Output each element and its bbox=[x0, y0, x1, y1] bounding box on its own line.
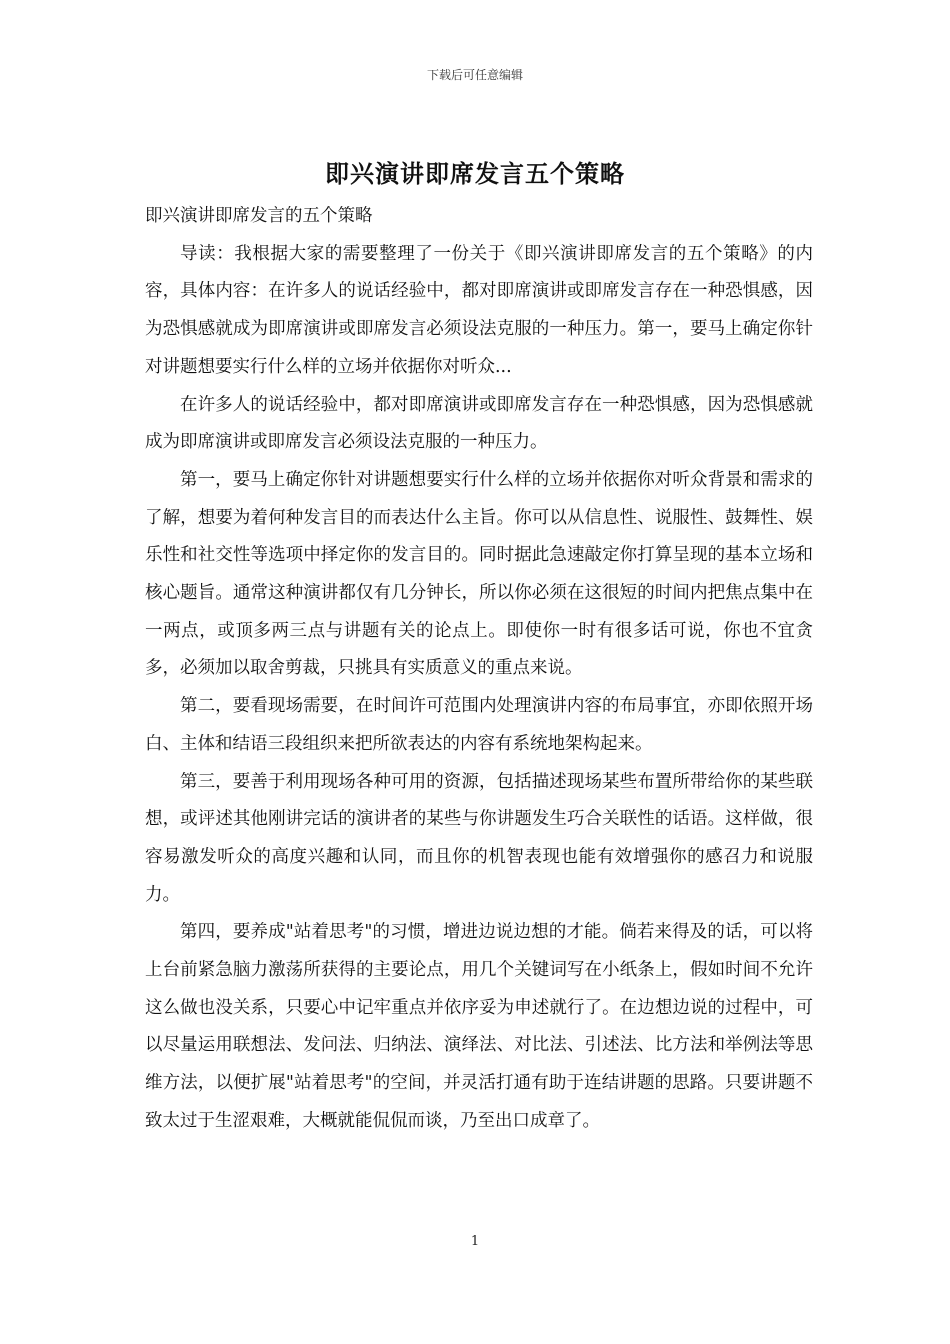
header-note: 下载后可任意编辑 bbox=[426, 68, 523, 82]
document-body bbox=[145, 198, 813, 1141]
strategy-four-paragraph: 第四，要养成"站着思考"的习惯，增进边说边想的才能。倘若来得及的话，可以将上台前紧急脑力激荡所获得的主要论点，用几个关键词写在小纸条上，假如时间不允许这么做也没关系，只要心中记牢重点并依序妥为申述就行了。在边想边说的过程中，可以尽量运用联想法、发问法、归纳法、演绎法、对比法、引述法、比方法和举例法等思维方法，以便扩展"站着思考"的空间，并灵活打通有助于连结讲题的思路。只要讲题不致太过于生涩艰难，大概就能侃侃而谈，乃至出口成章了。 bbox=[145, 922, 813, 1131]
intro-paragraph: 导读：我根据大家的需要整理了一份关于《即兴演讲即席发言的五个策略》的内容，具体内容：在许多人的说话经验中，都对即席演讲或即席发言存在一种恐惧感，因为恐惧感就成为即席演讲或即席发言必须设法克服的一种压力。第一，要马上确定你针对讲题想要实行什么样的立场并依据你对听众... bbox=[145, 243, 813, 377]
document-subtitle: 即兴演讲即席发言的五个策略 bbox=[145, 206, 373, 226]
strategy-two-paragraph: 第二，要看现场需要，在时间许可范围内处理演讲内容的布局事宜，亦即依照开场白、主体和结语三段组织来把所欲表达的内容有系统地架构起来。 bbox=[145, 696, 813, 754]
strategy-three-paragraph: 第三，要善于利用现场各种可用的资源，包括描述现场某些布置所带给你的某些联想，或评述其他刚讲完话的演讲者的某些与你讲题发生巧合关联性的话语。这样做，很容易激发听众的高度兴趣和认同，而且你的机智表现也能有效增强你的感召力和说服力。 bbox=[145, 771, 813, 905]
page-number: 1 bbox=[470, 1234, 480, 1249]
body-paragraph: 在许多人的说话经验中，都对即席演讲或即席发言存在一种恐惧感，因为恐惧感就成为即席演讲或即席发言必须设法克服的一种压力。 bbox=[145, 394, 813, 453]
document-title: 即兴演讲即席发言五个策略 bbox=[325, 159, 625, 188]
strategy-one-paragraph: 第一，要马上确定你针对讲题想要实行什么样的立场并依据你对听众背景和需求的了解，想要为着何种发言目的而表达什么主旨。你可以从信息性、说服性、鼓舞性、娱乐性和社交性等选项中择定你的发言目的。同时据此急速敲定你打算呈现的基本立场和核心题旨。通常这种演讲都仅有几分钟长，所以你必须在这很短的时间内把焦点集中在一两点，或顶多两三点与讲题有关的论点上。即使你一时有很多话可说，你也不宜贪多，必须加以取舍剪裁，只挑具有实质意义的重点来说。 bbox=[145, 469, 813, 679]
